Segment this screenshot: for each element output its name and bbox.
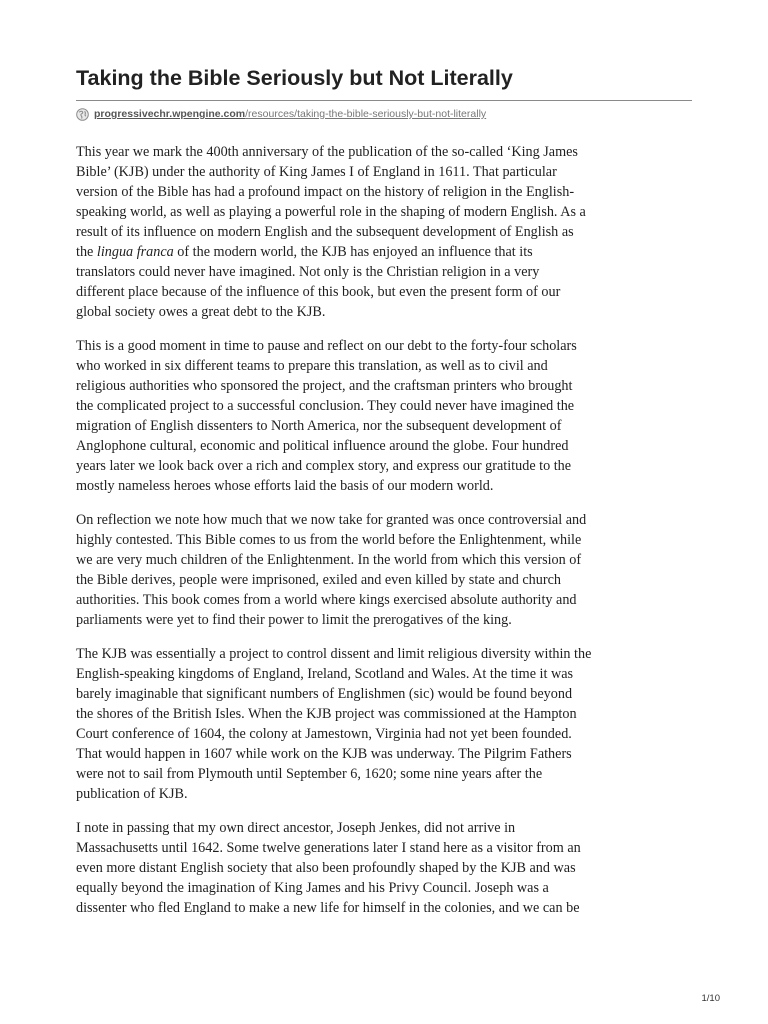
text-line: Anglophone cultural, economic and political influence around the globe. Four hundred [76,438,569,454]
text-line: English-speaking kingdoms of England, Ireland, Scotland and Wales. At the time it was [76,666,574,682]
text-line: who worked in six different teams to prepare this translation, as well as to civil and [76,358,548,374]
text-line: authorities. This book comes from a world where kings exercised absolute authority and [76,592,577,608]
paragraph [76,142,694,322]
text-line: dissenter who fled England to make a new life for himself in the colonies, and we can be [76,900,580,916]
text-line: Court conference of 1604, the colony at Jamestown, Virginia had not yet been founded. [76,726,572,742]
text-line: we are very much children of the Enlightenment. In the world from which this version of [76,552,582,568]
page-number: 1/10 [701,993,720,1004]
source-domain[interactable]: progressivechr.wpengine.com [94,108,246,120]
text-line: version of the Bible has had a profound impact on the history of religion in the English- [76,184,575,200]
text-line: years later we look back over a rich and complex story, and express our gratitude to the [76,458,572,474]
globe-icon [76,108,89,121]
text-line [76,242,694,262]
source-path[interactable]: /resources/taking-the-bible-seriously-but-not-literally [245,108,487,120]
text-line: This year we mark the 400th anniversary of the publication of the so-called ‘King James [76,144,578,160]
paragraph [76,818,694,918]
text-segment: the [76,244,97,260]
text-line: even more distant English society that also been profoundly shaped by the KJB and was [76,860,576,876]
text-line: parliaments were yet to find their power to limit the prerogatives of the king. [76,612,512,628]
text-line: Bible’ (KJB) under the authority of King James I of England in 1611. That particular [76,164,557,180]
text-line: highly contested. This Bible comes to us from the world before the Enlightenment, while [76,532,582,548]
text-line: This is a good moment in time to pause and reflect on our debt to the forty-four scholars [76,338,577,354]
title-divider [76,100,692,101]
italic-term: lingua franca [96,244,174,260]
text-line: religious authorities who sponsored the project, and the craftsman printers who brought [76,378,573,394]
text-line: That would happen in 1607 while work on the KJB was underway. The Pilgrim Fathers [76,746,572,762]
text-segment: of the modern world, the KJB has enjoyed an influence that its [173,244,533,260]
text-line: were not to sail from Plymouth until September 6, 1620; some nine years after the [76,766,543,782]
text-line: Massachusetts until 1642. Some twelve generations later I stand here as a visitor from an [76,840,581,856]
text-line: mostly nameless heroes whose efforts laid the basis of our modern world. [76,478,494,494]
text-line: equally beyond the imagination of King James and his Privy Council. Joseph was a [76,880,549,896]
paragraph [76,644,694,804]
article-body [76,142,694,932]
source-link[interactable] [76,106,486,122]
text-line: publication of KJB. [76,786,188,802]
text-line: the shores of the British Isles. When the KJB project was commissioned at the Hampton [76,706,577,722]
text-line: translators could never have imagined. Not only is the Christian religion in a very [76,264,540,280]
text-line: The KJB was essentially a project to control dissent and limit religious diversity within the [76,646,592,662]
text-line: the complicated project to a successful conclusion. They could never have imagined the [76,398,575,414]
text-line: On reflection we note how much that we now take for granted was once controversial and [76,512,587,528]
text-line: migration of English dissenters to North America, nor the subsequent development of [76,418,562,434]
text-line: I note in passing that my own direct ancestor, Joseph Jenkes, did not arrive in [76,820,516,836]
text-line: different place because of the influence of this book, but even the present form of our [76,284,561,300]
text-line: global society owes a great debt to the KJB. [76,304,326,320]
text-line: result of its influence on modern English and the subsequent development of English as [76,224,574,240]
paragraph [76,336,694,496]
text-line: the Bible derives, people were imprisoned, exiled and even killed by state and church [76,572,561,588]
text-line: speaking world, as well as playing a powerful role in the shaping of modern English. As a [76,204,586,220]
text-line: barely imaginable that significant numbers of Englishmen (sic) would be found beyond [76,686,573,702]
paragraph [76,510,694,630]
page-title: Taking the Bible Seriously but Not Literally [76,66,513,90]
